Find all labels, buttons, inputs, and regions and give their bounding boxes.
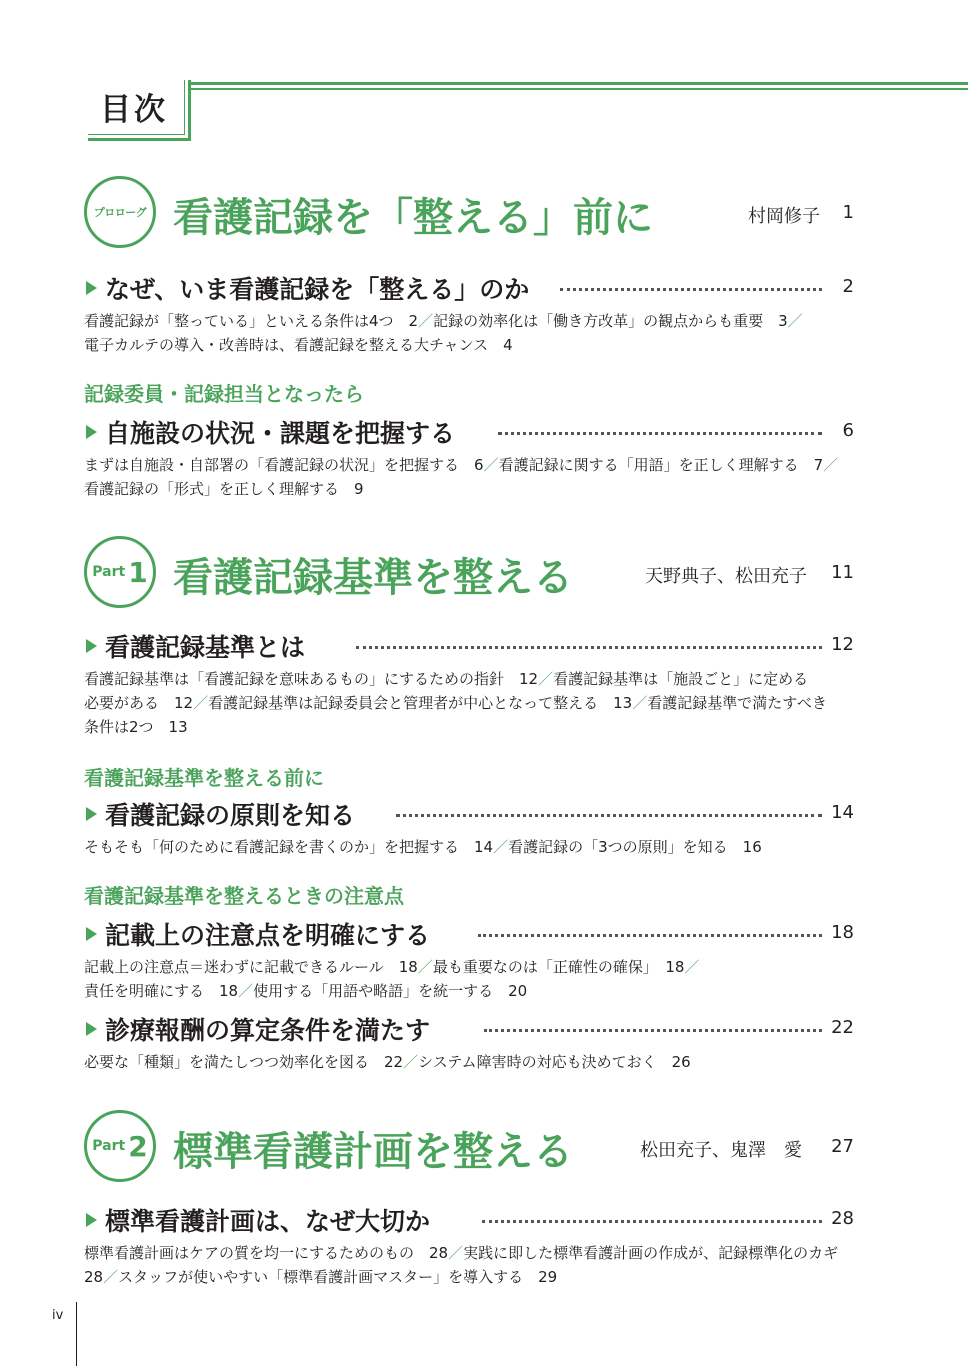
leader-dots <box>356 646 822 649</box>
entry-title-text: 看護記録基準とは <box>105 633 306 662</box>
leader-dots <box>484 1029 822 1032</box>
header-rule <box>188 82 968 85</box>
triangle-bullet-icon <box>86 927 97 941</box>
part2-badge: Part 2 <box>84 1110 156 1182</box>
leader-dots <box>482 1220 822 1223</box>
prologue-title: 看護記録を「整える」前に <box>173 195 653 241</box>
entry-description: 記載上の注意点＝迷わずに記載できるルール 18／最も重要なのは「正確性の確保」 18／ 責任を明確にする 18／使用する「用語や略語」を統一する 20 <box>84 958 700 1000</box>
leader-dots <box>498 432 822 435</box>
prologue-label: プロローグ <box>93 206 147 219</box>
entry-description: 看護記録が「整っている」といえる条件は4つ 2／記録の効率化は「働き方改革」の観点からも重要 3／ 電子カルテの導入・改善時は、看護記録を整える大チャンス 4 <box>84 312 803 354</box>
part1-author: 天野典子、松田充子 <box>645 566 807 587</box>
part2-title: 標準看護計画を整える <box>173 1129 573 1175</box>
prologue-page: 1 <box>842 202 854 223</box>
part1-badge: Part 1 <box>84 536 156 608</box>
triangle-bullet-icon <box>86 807 97 821</box>
entry-page: 22 <box>831 1017 854 1038</box>
entry-title-text: 自施設の状況・課題を把握する <box>105 419 456 448</box>
part2-author: 松田充子、鬼澤 愛 <box>640 1140 802 1161</box>
entry-description: 標準看護計画はケアの質を均一にするためのもの 28／実践に即した標準看護計画の作成が、記録標準化のカギ 28／スタッフが使いやすい「標準看護計画マスター」を導入する 29 <box>84 1244 839 1286</box>
entry-page: 14 <box>831 802 854 823</box>
toc-entry-title[interactable] <box>86 1011 430 1047</box>
toc-entry-title[interactable] <box>86 1202 430 1238</box>
entry-page: 6 <box>842 420 854 441</box>
part1-title: 看護記録基準を整える <box>173 555 573 601</box>
leader-dots <box>560 288 822 291</box>
entry-page: 28 <box>831 1208 854 1229</box>
toc-entry-title[interactable] <box>86 414 455 450</box>
leader-dots <box>478 934 822 937</box>
header-rule-thin <box>188 88 968 90</box>
page-number: iv <box>52 1308 64 1323</box>
toc-entry-title[interactable] <box>86 796 355 832</box>
section-heading: 記録委員・記録担当となったら <box>84 382 364 406</box>
section-heading: 看護記録基準を整える前に <box>84 766 324 790</box>
entry-description: 看護記録基準は「看護記録を意味あるもの」にするための指針 12／看護記録基準は「施設ごと」に定める 必要がある 12／看護記録基準は記録委員会と管理者が中心となって整える 13／看護記録基準で満たすべき 条件は2つ 13 <box>84 670 827 736</box>
entry-page: 18 <box>831 922 854 943</box>
leader-dots <box>396 814 822 817</box>
entry-description: そもそも「何のために看護記録を書くのか」を把握する 14／看護記録の「3つの原則」を知る 16 <box>84 838 762 856</box>
entry-title-text: 看護記録の原則を知る <box>105 801 356 830</box>
part1-page: 11 <box>831 562 854 583</box>
entry-description: 必要な「種類」を満たしつつ効率化を図る 22／システム障害時の対応も決めておく 26 <box>84 1053 691 1071</box>
prologue-badge <box>84 176 156 248</box>
page-title: 目次 <box>100 92 168 128</box>
section-heading: 看護記録基準を整えるときの注意点 <box>84 884 404 908</box>
toc-entry-title[interactable] <box>86 628 305 664</box>
part2-page: 27 <box>831 1136 854 1157</box>
page-margin-rule <box>76 1302 77 1366</box>
triangle-bullet-icon <box>86 425 97 439</box>
prologue-author: 村岡修子 <box>748 206 820 227</box>
entry-title-text: 診療報酬の算定条件を満たす <box>105 1016 431 1045</box>
triangle-bullet-icon <box>86 281 97 295</box>
entry-page: 2 <box>842 276 854 297</box>
entry-page: 12 <box>831 634 854 655</box>
toc-entry-title[interactable] <box>86 916 430 952</box>
triangle-bullet-icon <box>86 1022 97 1036</box>
entry-title-text: 標準看護計画は、なぜ大切か <box>105 1207 431 1236</box>
entry-title-text: 記載上の注意点を明確にする <box>105 921 431 950</box>
toc-entry-title[interactable] <box>86 270 529 306</box>
entry-description: まずは自施設・自部署の「看護記録の状況」を把握する 6／看護記録に関する「用語」を正しく理解する 7／ 看護記録の「形式」を正しく理解する 9 <box>84 456 839 498</box>
entry-title-text: なぜ、いま看護記録を「整える」のか <box>105 275 530 304</box>
triangle-bullet-icon <box>86 1213 97 1227</box>
triangle-bullet-icon <box>86 639 97 653</box>
